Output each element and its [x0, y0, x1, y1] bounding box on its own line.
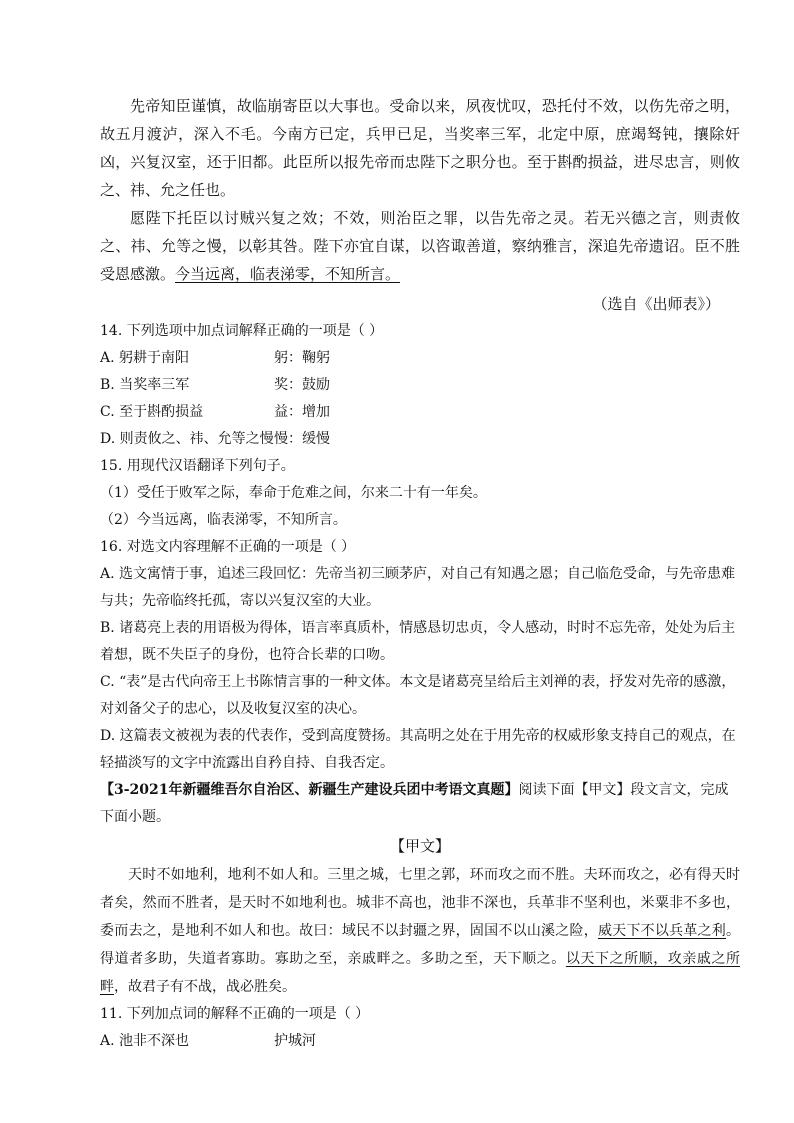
section-3-heading-bold: 【3-2021年新疆维吾尔自治区、新疆生产建设兵团中考语文真题】: [100, 782, 519, 798]
underlined-phrase-2: 以天下之所顺，攻亲戚之所畔: [100, 951, 740, 995]
question-16-option-b: B. 诸葛亮上表的用语极为得体，语言率真质朴，情感恳切忠贞，令人感动，时时不忘先帝，处处为后主着想，既不失臣子的身份，也符合长辈的口吻。: [100, 620, 736, 663]
passage-paragraph-2: [100, 204, 740, 288]
section-3-heading: [100, 777, 740, 831]
question-16-option-d: D. 这篇表文被视为表的代表作，受到高度赞扬。其高明之处在于用先帝的权威形象支持自己的观点，在轻描淡写的文字中流露出自矜自持、自我否定。: [100, 728, 736, 771]
question-11-option-a: A. 池非不深也 护城河: [100, 1033, 316, 1049]
question-15-item-2: （2）今当远离，临表涕零，不知所言。: [100, 512, 347, 528]
document-content: [100, 92, 740, 1055]
question-11-stem: 11. 下列加点词的解释不正确的一项是（ ）: [100, 1006, 370, 1022]
question-14-option-c: C. 至于斟酌损益 益：增加: [100, 404, 330, 420]
question-15-item-1: （1）受任于败军之际，奉命于危难之间，尔来二十有一年矣。: [100, 485, 487, 501]
section-3-subtitle: 【甲文】: [389, 837, 450, 855]
question-16-stem: 16. 对选文内容理解不正确的一项是（ ）: [100, 539, 356, 555]
underlined-sentence: 今当远离，临表涕零，不知所言。: [175, 265, 401, 283]
question-15-stem: 15. 用现代汉语翻译下列句子。: [100, 458, 295, 474]
question-14-option-d: D. 则责攸之、祎、允等之慢 慢：缓慢: [100, 431, 330, 447]
question-14-option-a: A. 躬耕于南阳 躬：鞠躬: [100, 350, 330, 366]
section-3-paragraph: 天时不如地利，地利不如人和。三里之城，七里之郭，环而攻之而不胜。夫环而攻之，必有得天时者矣，然而不胜者，是天时不如地利也。城非不高也，池非不深也，兵革非不坚利也，米粟非不多也，委而去之，是地利不如人和也。故曰：域民不以封疆之界，固国不以山溪之险，威天下不以兵革之利。得道者多助，失道者寡助。寡助之至，亲戚畔之。多助之至，天下顺之。以天下之所顺，攻亲戚之所畔，故君子有不战，战必胜矣。: [100, 867, 740, 995]
question-14-stem: 14. 下列选项中加点词解释正确的一项是（ ）: [100, 323, 384, 339]
section-3-heading-rest: 阅读下面【甲文】段文言文，完成下面小题。: [100, 782, 729, 825]
question-16-option-a: A. 选文寓情于事，追述三段回忆：先帝当初三顾茅庐，对自己有知遇之恩；自己临危受命，与先帝患难与共；先帝临终托孤，寄以兴复汉室的大业。: [100, 566, 736, 609]
passage-paragraph-2-text: 愿陛下托臣以讨贼兴复之效；不效，则治臣之罪，以告先帝之灵。若无兴德之言，则责攸之、祎、允等之慢，以彰其咎。陛下亦宜自谋，以咨诹善道，察纳雅言，深追先帝遗诏。臣不胜受恩感激。: [100, 209, 740, 283]
question-14-option-b: B. 当奖率三军 奖：鼓励: [100, 377, 330, 393]
passage-paragraph-1: 先帝知臣谨慎，故临崩寄臣以大事也。受命以来，夙夜忧叹，恐托付不效，以伤先帝之明，故五月渡泸，深入不毛。今南方已定，兵甲已足，当奖率三军，北定中原，庶竭驽钝，攘除奸凶，兴复汉室，还于旧都。此臣所以报先帝而忠陛下之职分也。至于斟酌损益，进尽忠言，则攸之、祎、允之任也。: [100, 97, 740, 199]
source-citation: （选自《出师表》）: [592, 295, 720, 313]
question-16-option-c: C. “表”是古代向帝王上书陈情言事的一种文体。本文是诸葛亮呈给后主刘禅的表，抒发对先帝的感激，对刘备父子的忠心，以及收复汉室的决心。: [100, 674, 736, 717]
underlined-phrase-1: 威天下不以兵革之利: [597, 923, 726, 939]
